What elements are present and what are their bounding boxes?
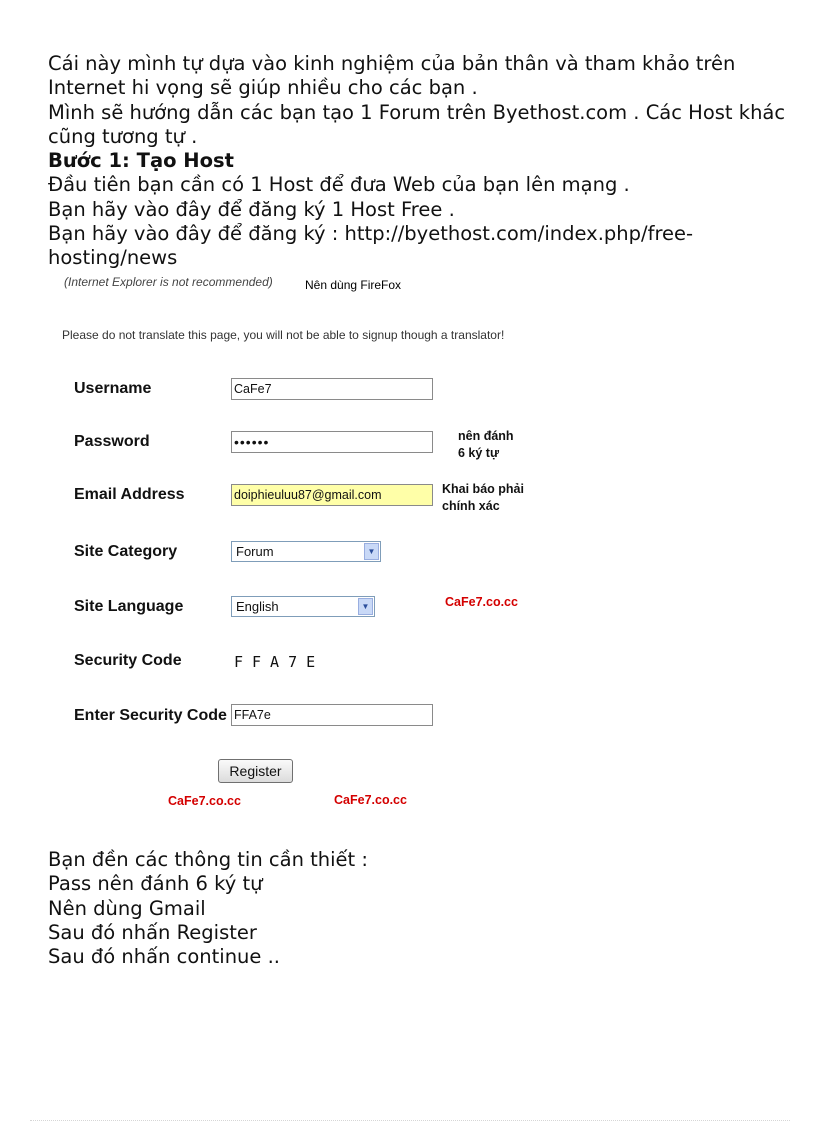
- watermark: CaFe7.co.cc: [334, 793, 407, 807]
- watermark: CaFe7.co.cc: [445, 595, 518, 609]
- outro-text: [48, 848, 368, 969]
- password-note-line: nên đánh: [458, 429, 514, 443]
- step-heading: Bước 1: Tạo Host: [48, 149, 234, 173]
- outro-line: Sau đó nhấn continue ..: [48, 945, 281, 969]
- translate-notice: Please do not translate this page, you will not be able to signup though a translator!: [62, 328, 505, 342]
- enter-security-label: Enter Security Code: [74, 707, 227, 724]
- chevron-down-icon[interactable]: ▼: [358, 598, 373, 615]
- security-code-image: FFA7E: [234, 653, 325, 671]
- category-label: Site Category: [74, 543, 178, 560]
- password-label: Password: [74, 433, 150, 450]
- language-select-value: English: [236, 599, 279, 614]
- category-select-value: Forum: [236, 544, 274, 559]
- intro-link-line[interactable]: hosting/news: [48, 246, 178, 270]
- intro-link-line[interactable]: Bạn hãy vào đây để đăng ký : http://byethost.com/index.php/free-: [48, 222, 694, 246]
- email-note: [442, 481, 524, 515]
- username-input[interactable]: CaFe7: [231, 378, 433, 400]
- email-note-line: Khai báo phải: [442, 482, 524, 496]
- intro-line: Đầu tiên bạn cần có 1 Host để đưa Web của bạn lên mạng .: [48, 173, 630, 197]
- signup-form-screenshot: [48, 268, 608, 828]
- password-note-line: 6 ký tự: [458, 446, 500, 460]
- register-button[interactable]: Register: [218, 759, 293, 783]
- ie-warning: (Internet Explorer is not recommended): [64, 275, 273, 289]
- security-code-input[interactable]: FFA7e: [231, 704, 433, 726]
- language-label: Site Language: [74, 598, 184, 615]
- language-select[interactable]: [231, 596, 375, 617]
- outro-line: Sau đó nhấn Register: [48, 920, 257, 944]
- firefox-note: Nên dùng FireFox: [305, 278, 402, 292]
- security-code-label: Security Code: [74, 652, 182, 669]
- email-label: Email Address: [74, 486, 185, 503]
- page-divider: [30, 1120, 790, 1121]
- outro-line: Nên dùng Gmail: [48, 896, 206, 920]
- password-input[interactable]: ••••••: [231, 431, 433, 453]
- intro-line: Bạn hãy vào đây để đăng ký 1 Host Free .: [48, 197, 455, 221]
- intro-line: Mình sẽ hướng dẫn các bạn tạo 1 Forum trên Byethost.com . Các Host khác: [48, 100, 786, 124]
- intro-line: cũng tương tự .: [48, 124, 198, 148]
- password-note: [458, 428, 514, 462]
- email-input[interactable]: doiphieuluu87@gmail.com: [231, 484, 433, 506]
- category-select[interactable]: [231, 541, 381, 562]
- intro-line: Internet hi vọng sẽ giúp nhiều cho các bạn .: [48, 76, 478, 100]
- intro-line: Cái này mình tự dựa vào kinh nghiệm của bản thân và tham khảo trên: [48, 52, 736, 75]
- chevron-down-icon[interactable]: ▼: [364, 543, 379, 560]
- outro-line: Pass nên đánh 6 ký tự: [48, 872, 263, 896]
- watermark: CaFe7.co.cc: [168, 794, 241, 808]
- username-label: Username: [74, 380, 152, 397]
- intro-text: [48, 52, 786, 271]
- outro-line: Bạn đền các thông tin cần thiết :: [48, 848, 368, 871]
- email-note-line: chính xác: [442, 499, 500, 513]
